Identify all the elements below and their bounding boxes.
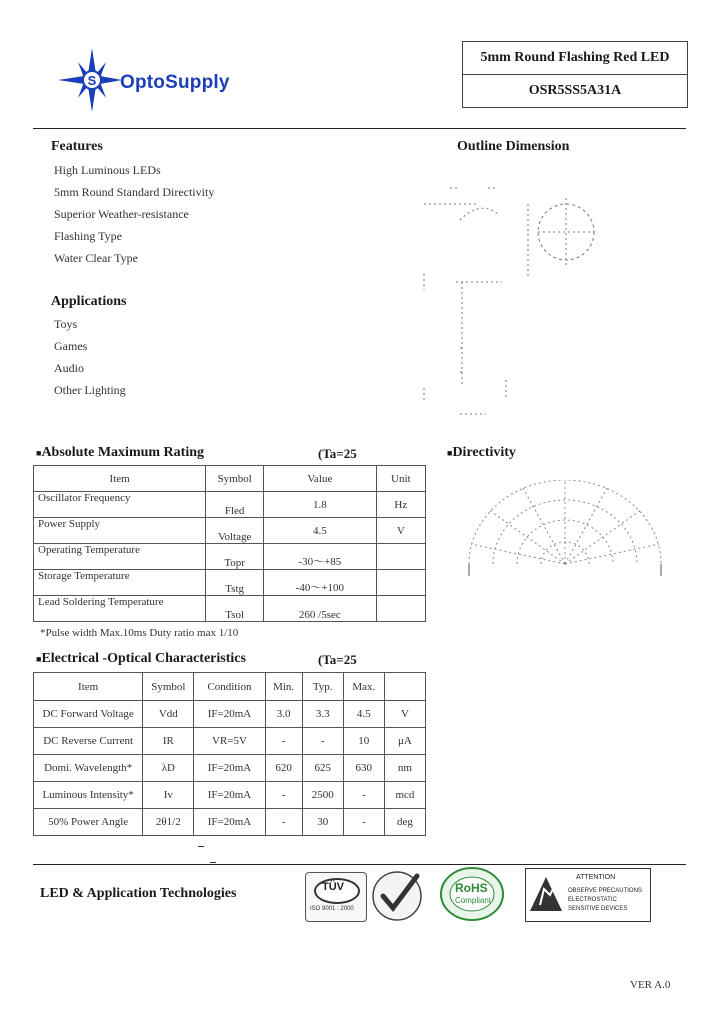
cell-max: 10 <box>343 728 384 755</box>
rohs-label: RoHS <box>455 881 488 895</box>
table-row <box>34 544 426 570</box>
header-symbol: Symbol <box>206 466 264 492</box>
tuv-standard: ISO 9001 : 2000 <box>310 906 354 912</box>
cell-unit <box>376 570 425 596</box>
directivity-diagram <box>465 480 665 580</box>
cell-min: 3.0 <box>265 701 302 728</box>
list-item: Superior Weather-resistance <box>54 207 189 221</box>
features-list <box>54 163 214 273</box>
cell-symbol: Voltage <box>206 518 264 544</box>
attention-line: SENSITIVE DEVICES <box>568 906 628 912</box>
brand-logo <box>58 48 273 112</box>
cell-condition: VR=5V <box>194 728 265 755</box>
check-icon <box>371 870 423 922</box>
header-symbol: Symbol <box>143 673 194 701</box>
cell-min: - <box>265 782 302 809</box>
cell-condition: IF=20mA <box>194 782 265 809</box>
tuv-certification-badge <box>305 872 367 922</box>
section-bullet-icon: ■ <box>36 448 42 458</box>
version-label: VER A.0 <box>630 979 671 991</box>
cell-symbol: Fled <box>206 492 264 518</box>
abs-max-table <box>33 465 426 622</box>
header-max: Max. <box>343 673 384 701</box>
rohs-sub: Compliant <box>455 896 492 905</box>
eo-table <box>33 672 426 836</box>
eo-title-text: Electrical -Optical Characteristics <box>41 651 246 666</box>
rohs-compliant-badge <box>439 866 505 922</box>
table-row <box>34 596 426 622</box>
footer-divider <box>33 864 686 865</box>
table-row <box>34 728 426 755</box>
logo-star-icon <box>58 48 128 112</box>
header-value: Value <box>264 466 377 492</box>
list-item: Audio <box>54 361 84 375</box>
cell-value: 4.5 <box>264 518 377 544</box>
header-unit: Unit <box>376 466 425 492</box>
list-item: Flashing Type <box>54 229 122 243</box>
small-mark <box>210 862 216 863</box>
cell-max: 4.5 <box>343 701 384 728</box>
cell-value: 260 /5sec <box>264 596 377 622</box>
header-typ: Typ. <box>302 673 343 701</box>
cell-symbol: Iv <box>143 782 194 809</box>
cell-unit <box>376 596 425 622</box>
cell-symbol: IR <box>143 728 194 755</box>
applications-list <box>54 317 126 405</box>
list-item: 5mm Round Standard Directivity <box>54 185 215 199</box>
cell-item: Lead Soldering Temperature <box>34 596 206 622</box>
section-bullet-icon: ■ <box>36 654 42 664</box>
cell-value: 1.8 <box>264 492 377 518</box>
applications-title: Applications <box>51 294 127 309</box>
title-box <box>462 41 688 108</box>
eo-title <box>36 651 246 667</box>
cell-max: - <box>343 809 384 836</box>
cell-unit <box>376 544 425 570</box>
table-row <box>34 809 426 836</box>
table-row <box>34 518 426 544</box>
cell-typ: - <box>302 728 343 755</box>
cell-symbol: Vdd <box>143 701 194 728</box>
table-row <box>34 492 426 518</box>
cell-symbol: Tsol <box>206 596 264 622</box>
outline-dimension-drawing <box>420 180 620 420</box>
cell-typ: 625 <box>302 755 343 782</box>
header-condition: Condition <box>194 673 265 701</box>
cell-unit: μA <box>384 728 425 755</box>
header-divider <box>33 128 686 129</box>
table-row <box>34 570 426 596</box>
eo-ta: (Ta=25 <box>318 652 357 667</box>
header-min: Min. <box>265 673 302 701</box>
tuv-label: TÜV <box>322 881 344 893</box>
abs-max-ta: (Ta=25 <box>318 446 357 461</box>
table-row <box>34 755 426 782</box>
cell-item: Power Supply <box>34 518 206 544</box>
company-tagline: LED & Application Technologies <box>40 886 237 901</box>
table-header-row <box>34 673 426 701</box>
esd-attention-box <box>525 868 651 922</box>
cell-symbol: Tstg <box>206 570 264 596</box>
cell-unit: V <box>384 701 425 728</box>
pulse-note: *Pulse width Max.10ms Duty ratio max 1/10 <box>40 627 239 639</box>
small-mark <box>198 846 204 847</box>
svg-text:S: S <box>87 73 97 88</box>
header-item: Item <box>34 673 143 701</box>
features-title: Features <box>51 139 103 154</box>
cell-min: - <box>265 809 302 836</box>
list-item: Games <box>54 339 88 353</box>
section-bullet-icon: ■ <box>447 448 453 458</box>
cell-symbol: 2θ1/2 <box>143 809 194 836</box>
attention-line: ELECTROSTATIC <box>568 897 617 903</box>
header-item: Item <box>34 466 206 492</box>
cell-item: 50% Power Angle <box>34 809 143 836</box>
cell-value: -30～+85 <box>264 544 377 570</box>
esd-warning-icon <box>528 875 564 915</box>
abs-max-title <box>36 445 204 461</box>
cell-symbol: Topr <box>206 544 264 570</box>
cell-typ: 30 <box>302 809 343 836</box>
cell-item: Operating Temperature <box>34 544 206 570</box>
attention-line: OBSERVE PRECAUTIONS <box>568 888 642 894</box>
cell-item: Domi. Wavelength* <box>34 755 143 782</box>
list-item: Toys <box>54 317 78 331</box>
part-number: OSR5SS5A31A <box>528 83 622 98</box>
cell-value: -40～+100 <box>264 570 377 596</box>
cell-typ: 2500 <box>302 782 343 809</box>
cell-unit: nm <box>384 755 425 782</box>
table-row <box>34 701 426 728</box>
cell-unit: mcd <box>384 782 425 809</box>
abs-max-title-text: Absolute Maximum Rating <box>41 445 204 460</box>
cell-max: 630 <box>343 755 384 782</box>
cell-item: Luminous Intensity* <box>34 782 143 809</box>
cell-typ: 3.3 <box>302 701 343 728</box>
cell-item: DC Reverse Current <box>34 728 143 755</box>
list-item: Water Clear Type <box>54 251 138 265</box>
directivity-title <box>447 445 516 461</box>
cell-unit: deg <box>384 809 425 836</box>
list-item: High Luminous LEDs <box>54 163 161 177</box>
cell-max: - <box>343 782 384 809</box>
cell-condition: IF=20mA <box>194 755 265 782</box>
cell-condition: IF=20mA <box>194 809 265 836</box>
cell-unit: Hz <box>376 492 425 518</box>
attention-title: ATTENTION <box>576 874 616 881</box>
cell-item: Storage Temperature <box>34 570 206 596</box>
directivity-title-text: Directivity <box>452 445 516 460</box>
table-row <box>34 782 426 809</box>
cell-item: Oscillator Frequency <box>34 492 206 518</box>
table-header-row <box>34 466 426 492</box>
outline-title: Outline Dimension <box>457 139 570 154</box>
checkmark-certification-badge <box>371 870 423 922</box>
cell-condition: IF=20mA <box>194 701 265 728</box>
header-unit <box>384 673 425 701</box>
cell-unit: V <box>376 518 425 544</box>
brand-name: OptoSupply <box>120 72 230 93</box>
cell-symbol: λD <box>143 755 194 782</box>
product-title: 5mm Round Flashing Red LED <box>463 42 687 75</box>
cell-min: 620 <box>265 755 302 782</box>
cell-min: - <box>265 728 302 755</box>
cell-item: DC Forward Voltage <box>34 701 143 728</box>
list-item: Other Lighting <box>54 383 126 397</box>
